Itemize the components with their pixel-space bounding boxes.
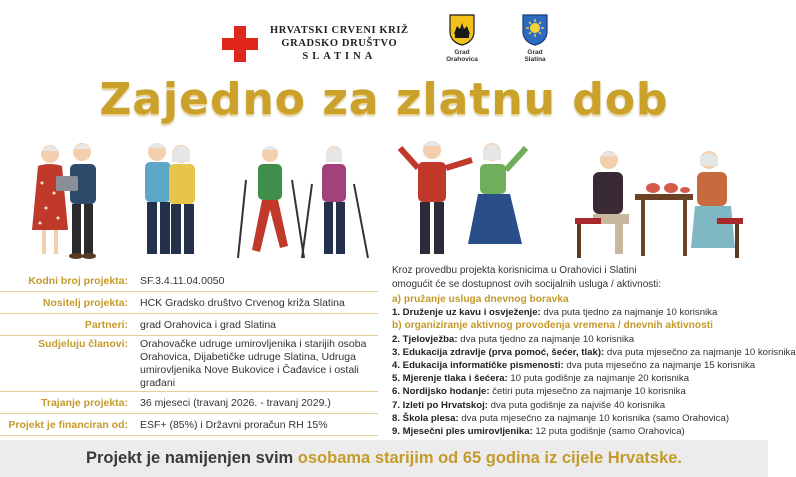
activity-desc: dva puta godišnje za najviše 40 korisnika xyxy=(487,399,666,411)
activity-name: 3. Edukacija zdravlje (prva pomoć, šećer, tlak): xyxy=(392,346,605,358)
activity-name: 5. Mjerenje tlaka i šećera: xyxy=(392,373,508,385)
hck-logo xyxy=(222,24,409,63)
activity-item xyxy=(392,425,768,438)
footer-banner xyxy=(0,440,768,477)
activities-list xyxy=(392,265,796,438)
info-value: SF.3.4.11.04.0050 xyxy=(140,275,225,287)
activity-desc: 12 puta godišnje (samo Orahovica) xyxy=(532,426,685,438)
info-row-members xyxy=(0,336,378,392)
page-title: Zajedno za zlatnu dob xyxy=(99,74,669,125)
slatina-coat-of-arms-icon xyxy=(522,14,548,46)
info-value: 36 mjeseci (travanj 2026. - travanj 2029.) xyxy=(140,397,331,409)
dancing-couple-illustration xyxy=(392,134,542,260)
activity-desc: 10 puta godišnje za najmanje 20 korisnika xyxy=(507,373,690,385)
activity-item xyxy=(392,359,768,372)
info-label: Sudjeluju članovi: xyxy=(38,338,128,350)
info-value: ESF+ (85%) i Državni proračun RH 15% xyxy=(140,419,328,431)
activity-desc: četiri puta mjesečno za najmanje 10 korisnika xyxy=(489,386,686,398)
orahovica-label-2: Orahovica xyxy=(446,56,478,63)
info-value: grad Orahovica i grad Slatina xyxy=(140,319,276,331)
activities-intro-2: omogućit će se dostupnost ovih socijalnih usluga / aktivnosti: xyxy=(392,279,662,290)
activity-name: 9. Mjesečni ples umirovljenika: xyxy=(392,426,533,438)
info-label: Nositelj projekta: xyxy=(42,297,128,309)
footer-text: Projekt je namijenjen svim xyxy=(85,449,298,467)
activity-name: 1. Druženje uz kavu i osvježenje: xyxy=(392,307,541,319)
hck-line-2: GRADSKO DRUŠTVO xyxy=(281,38,398,49)
slatina-label-1: Grad xyxy=(527,49,543,56)
activity-desc: dva puta mjesečno za najmanje 15 korisnika xyxy=(563,360,756,372)
info-row-code xyxy=(0,270,378,292)
activity-desc: dva puta tjedno za najmanje 10 korisnika xyxy=(540,307,718,319)
red-cross-icon xyxy=(222,26,258,62)
info-label: Trajanje projekta: xyxy=(41,397,128,409)
activity-item xyxy=(392,385,768,398)
activities-intro-1: Kroz provedbu projekta korisnicima u Orahovici i Slatini xyxy=(392,265,637,276)
elderly-couple-tablet-illustration xyxy=(22,138,112,262)
footer-highlight: osobama starijim od 65 godina iz cijele Hrvatske. xyxy=(297,449,683,467)
info-row-holder xyxy=(0,292,378,314)
activity-name: 2. Tjelovježba: xyxy=(392,333,458,345)
orahovica-label-1: Grad xyxy=(454,49,470,56)
info-label: Kodni broj projekta: xyxy=(28,275,128,287)
section-a-heading: a) pružanje usluga dnevnog boravka xyxy=(392,294,569,305)
orahovica-crest xyxy=(442,14,482,63)
activity-item xyxy=(392,399,768,412)
activity-name: 6. Nordijsko hodanje: xyxy=(392,386,490,398)
elderly-couple-hugging-illustration xyxy=(135,138,205,262)
info-label: Projekt je financiran od: xyxy=(8,419,128,431)
hck-name xyxy=(270,24,409,63)
activity-item xyxy=(392,346,796,359)
activity-name: 8. Škola plesa: xyxy=(392,412,459,424)
hck-line-1: HRVATSKI CRVENI KRIŽ xyxy=(270,25,409,36)
info-row-partners xyxy=(0,314,378,336)
elderly-couple-tea-illustration xyxy=(575,148,745,262)
activity-item xyxy=(392,412,768,425)
activity-item xyxy=(392,306,768,319)
info-value: Orahovačke udruge umirovljenika i starijih osoba Orahovica, Dijabetičke udruge Slatina, Udruga umirovljenika Nove Bukovice i Čađavice i ostali građani xyxy=(140,338,367,389)
activity-desc: dva puta tjedno za najmanje 10 korisnika xyxy=(457,333,635,345)
project-info-table xyxy=(0,270,378,436)
activity-desc: dva puta mjesečno za najmanje 10 korisnika xyxy=(604,346,796,358)
activity-desc: dva puta mjesečno za najmanje 10 korisnika (samo Orahovica) xyxy=(458,412,730,424)
info-label: Partneri: xyxy=(84,319,128,331)
info-row-funding xyxy=(0,414,378,436)
activity-item xyxy=(392,372,768,385)
section-b-heading: b) organiziranje aktivnog provođenja vremena / dnevnih aktivnosti xyxy=(392,320,713,332)
nordic-walking-illustration xyxy=(232,140,372,264)
orahovica-coat-of-arms-icon xyxy=(449,14,475,46)
info-value: HCK Gradsko društvo Crvenog križa Slatina xyxy=(140,297,345,309)
info-row-duration xyxy=(0,392,378,414)
hck-line-3: SLATINA xyxy=(302,51,377,62)
activity-name: 4. Edukacija informatičke pismenosti: xyxy=(392,360,564,372)
activity-item xyxy=(392,333,768,346)
activity-name: 7. Izleti po Hrvatskoj: xyxy=(392,399,488,411)
slatina-crest xyxy=(515,14,555,63)
slatina-label-2: Slatina xyxy=(524,56,546,63)
